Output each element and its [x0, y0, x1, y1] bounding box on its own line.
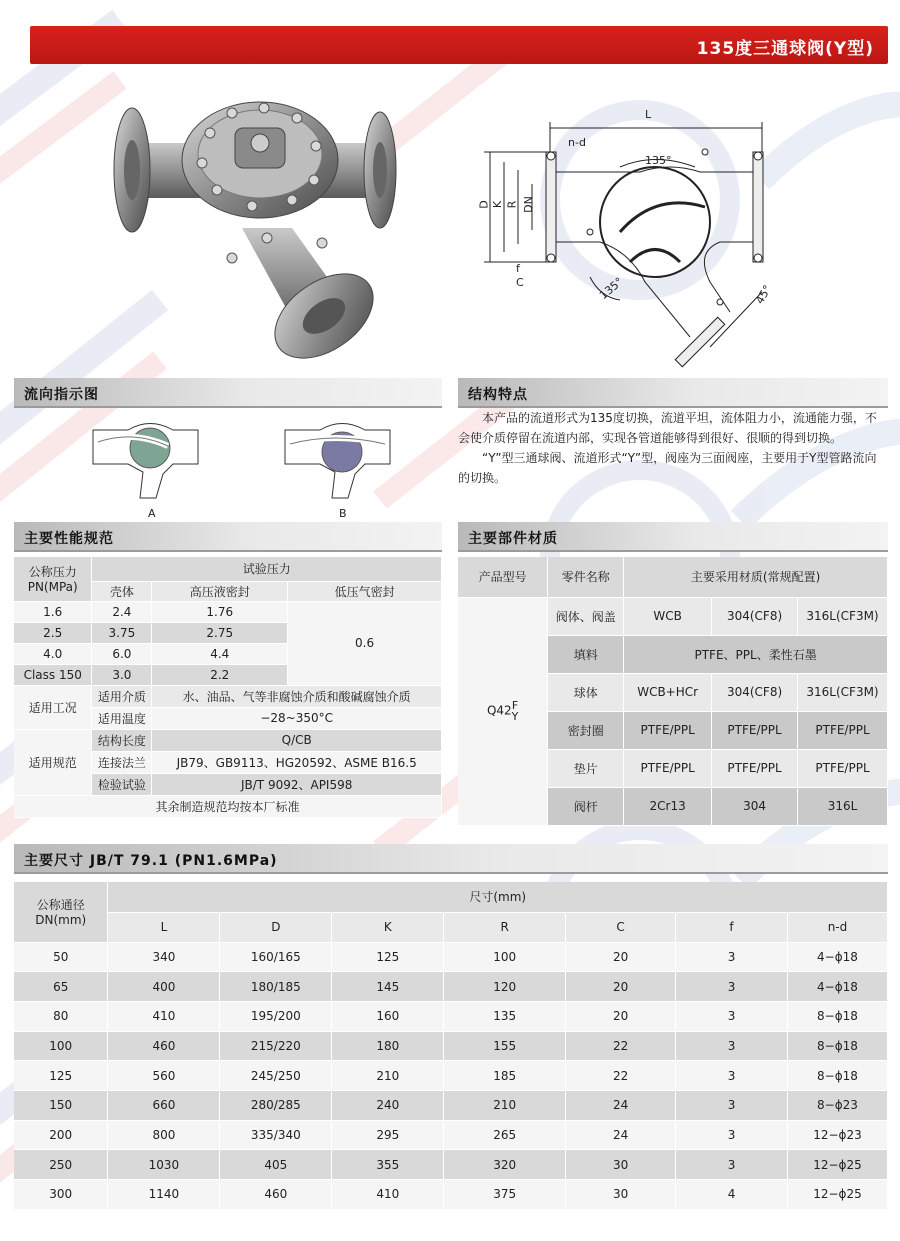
table-row [14, 1001, 888, 1031]
performance-table [14, 557, 442, 818]
dims-value-cell: 22 [566, 1031, 676, 1061]
flow-label-a: A [148, 507, 156, 520]
mat-value-cell: 316L(CF3M) [798, 673, 888, 711]
dims-value-cell: 100 [444, 942, 566, 972]
perf-lp-header: 低压气密封 [288, 581, 442, 601]
dimensions-table [14, 882, 888, 1210]
dims-dn-cell: 250 [14, 1150, 108, 1180]
dims-dn-cell: 80 [14, 1001, 108, 1031]
dims-value-cell: 460 [108, 1031, 220, 1061]
table-row [14, 942, 888, 972]
dims-dn-cell: 200 [14, 1120, 108, 1150]
dims-value-cell: 3 [676, 1120, 788, 1150]
dims-value-cell: 335/340 [220, 1120, 332, 1150]
mat-part-cell: 阀体、阀盖 [548, 597, 624, 635]
mat-part-header: 零件名称 [548, 557, 624, 597]
dims-value-cell: 3 [676, 972, 788, 1002]
dims-value-cell: 20 [566, 1001, 676, 1031]
perf-note: 其余制造规范均按本厂标准 [14, 795, 442, 817]
dims-value-cell: 135 [444, 1001, 566, 1031]
perf-condition-label: 适用工况 [14, 685, 92, 729]
mat-part-cell: 填料 [548, 635, 624, 673]
label-C: C [516, 276, 524, 289]
mat-part-cell: 阀杆 [548, 787, 624, 825]
materials-table [458, 557, 888, 826]
dims-value-cell: 215/220 [220, 1031, 332, 1061]
dims-value-cell: 30 [566, 1180, 676, 1210]
label-DN: DN [521, 196, 535, 213]
mat-value-cell: 304(CF8) [712, 597, 798, 635]
features-paragraph-2: “Y”型三通球阀、流道形式“Y”型，阀座为三面阀座，主要用于Y型管路流向的切换。 [458, 451, 877, 485]
label-D: D [477, 200, 491, 209]
dims-value-cell: 12−ϕ25 [787, 1150, 887, 1180]
perf-test-header: 试验压力 [92, 557, 442, 581]
dims-value-cell: 340 [108, 942, 220, 972]
dims-value-cell: 12−ϕ25 [787, 1180, 887, 1210]
dims-value-cell: 210 [444, 1090, 566, 1120]
dims-value-cell: 30 [566, 1150, 676, 1180]
label-f: f [516, 262, 520, 275]
dims-value-cell: 560 [108, 1061, 220, 1091]
dims-value-cell: 22 [566, 1061, 676, 1091]
features-text [458, 408, 888, 488]
dims-value-cell: 145 [332, 972, 444, 1002]
perf-hp-cell: 4.4 [152, 643, 288, 664]
flow-diagram-b [280, 412, 395, 504]
dims-value-cell: 280/285 [220, 1090, 332, 1120]
dims-value-cell: 265 [444, 1120, 566, 1150]
dims-value-cell: 8−ϕ18 [787, 1061, 887, 1091]
page-title: 135度三通球阀(Y型) [696, 39, 874, 59]
dims-col-header: R [444, 912, 566, 942]
dims-value-cell: 8−ϕ18 [787, 1031, 887, 1061]
mat-value-cell: WCB+HCr [624, 673, 712, 711]
dims-value-cell: 3 [676, 1150, 788, 1180]
dims-value-cell: 3 [676, 1001, 788, 1031]
table-row [14, 972, 888, 1002]
mat-value-cell: 304(CF8) [712, 673, 798, 711]
dims-value-cell: 240 [332, 1090, 444, 1120]
perf-hp-cell: 2.2 [152, 664, 288, 685]
dims-value-cell: 295 [332, 1120, 444, 1150]
perf-flange-label: 连接法兰 [92, 751, 152, 773]
dims-value-cell: 4 [676, 1180, 788, 1210]
label-R: R [505, 200, 519, 209]
dims-value-cell: 1140 [108, 1180, 220, 1210]
perf-pn-cell: 4.0 [14, 643, 92, 664]
dims-dn-cell: 125 [14, 1061, 108, 1091]
dims-value-cell: 12−ϕ23 [787, 1120, 887, 1150]
perf-shell-header: 壳体 [92, 581, 152, 601]
dims-value-cell: 4−ϕ18 [787, 942, 887, 972]
perf-hp-cell: 2.75 [152, 622, 288, 643]
mat-value-cell: PTFE、PPL、柔性石墨 [624, 635, 888, 673]
label-angle-135-top: 135° [645, 154, 672, 167]
mat-part-cell: 垫片 [548, 749, 624, 787]
label-K: K [491, 200, 505, 209]
flow-label-b: B [339, 507, 347, 520]
mat-value-cell: 316L(CF3M) [798, 597, 888, 635]
perf-medium-label: 适用介质 [92, 685, 152, 707]
section-flow-title: 流向指示图 [24, 387, 99, 403]
dims-dn-cell: 65 [14, 972, 108, 1002]
dims-dn-cell: 50 [14, 942, 108, 972]
dims-dn-cell: 150 [14, 1090, 108, 1120]
dims-value-cell: 180/185 [220, 972, 332, 1002]
dims-dn-cell: 300 [14, 1180, 108, 1210]
section-features-header [458, 378, 888, 408]
dims-col-header: n-d [787, 912, 887, 942]
dims-value-cell: 4−ϕ18 [787, 972, 887, 1002]
flow-diagram-a [88, 412, 203, 504]
dims-value-cell: 24 [566, 1120, 676, 1150]
dims-value-cell: 160 [332, 1001, 444, 1031]
section-flow-header [14, 378, 442, 408]
table-row [14, 1150, 888, 1180]
perf-hp-cell: 1.76 [152, 601, 288, 622]
table-row [14, 1120, 888, 1150]
dims-value-cell: 3 [676, 1061, 788, 1091]
dims-value-cell: 410 [108, 1001, 220, 1031]
mat-material-header: 主要采用材质(常规配置) [624, 557, 888, 597]
dims-value-cell: 155 [444, 1031, 566, 1061]
mat-value-cell: WCB [624, 597, 712, 635]
perf-shell-cell: 6.0 [92, 643, 152, 664]
perf-medium-value: 水、油品、气等非腐蚀介质和酸碱腐蚀介质 [152, 685, 442, 707]
dims-value-cell: 3 [676, 1090, 788, 1120]
dims-value-cell: 660 [108, 1090, 220, 1120]
section-features-title: 结构特点 [468, 387, 528, 403]
dims-value-cell: 8−ϕ18 [787, 1001, 887, 1031]
perf-test-value: JB/T 9092、API598 [152, 773, 442, 795]
table-row [14, 1180, 888, 1210]
mat-part-cell: 密封圈 [548, 711, 624, 749]
dims-value-cell: 320 [444, 1150, 566, 1180]
dims-value-cell: 20 [566, 942, 676, 972]
mat-value-cell: PTFE/PPL [624, 711, 712, 749]
dims-value-cell: 125 [332, 942, 444, 972]
label-angle-45: 45° [753, 282, 775, 307]
table-row [14, 1061, 888, 1091]
section-materials-title: 主要部件材质 [468, 531, 558, 547]
mat-part-cell: 球体 [548, 673, 624, 711]
perf-temp-label: 适用温度 [92, 707, 152, 729]
perf-temp-value: −28~350°C [152, 707, 442, 729]
product-photo [92, 88, 402, 363]
dims-col-header: L [108, 912, 220, 942]
section-performance-header [14, 522, 442, 552]
table-row [14, 1031, 888, 1061]
dims-value-cell: 185 [444, 1061, 566, 1091]
mat-value-cell: PTFE/PPL [624, 749, 712, 787]
mat-value-cell: PTFE/PPL [798, 749, 888, 787]
label-angle-135-left: 135° [596, 275, 626, 302]
dims-value-cell: 460 [220, 1180, 332, 1210]
dims-value-cell: 800 [108, 1120, 220, 1150]
dims-value-cell: 195/200 [220, 1001, 332, 1031]
dims-value-cell: 405 [220, 1150, 332, 1180]
title-bar [30, 26, 888, 64]
dims-value-cell: 120 [444, 972, 566, 1002]
dims-value-cell: 160/165 [220, 942, 332, 972]
dims-col-header: K [332, 912, 444, 942]
mat-model-header: 产品型号 [458, 557, 548, 597]
dims-value-cell: 400 [108, 972, 220, 1002]
dims-value-cell: 355 [332, 1150, 444, 1180]
dims-value-cell: 375 [444, 1180, 566, 1210]
perf-shell-cell: 3.75 [92, 622, 152, 643]
perf-test-label: 检验试验 [92, 773, 152, 795]
dims-value-cell: 210 [332, 1061, 444, 1091]
mat-model-cell: Q42 F Y [458, 597, 548, 825]
dims-value-cell: 245/250 [220, 1061, 332, 1091]
dims-value-cell: 20 [566, 972, 676, 1002]
dims-dn-header: 公称通径 DN(mm) [14, 882, 108, 942]
table-row [14, 1090, 888, 1120]
dims-value-cell: 8−ϕ23 [787, 1090, 887, 1120]
mat-value-cell: PTFE/PPL [798, 711, 888, 749]
section-materials-header [458, 522, 888, 552]
section-performance-title: 主要性能规范 [24, 531, 114, 547]
perf-flange-value: JB79、GB9113、HG20592、ASME B16.5 [152, 751, 442, 773]
perf-pn-cell: 1.6 [14, 601, 92, 622]
dims-value-cell: 24 [566, 1090, 676, 1120]
dims-size-header: 尺寸(mm) [108, 882, 888, 912]
dims-value-cell: 3 [676, 1031, 788, 1061]
dims-value-cell: 3 [676, 942, 788, 972]
perf-hp-header: 高压液密封 [152, 581, 288, 601]
perf-length-value: Q/CB [152, 729, 442, 751]
dims-value-cell: 410 [332, 1180, 444, 1210]
dims-body [14, 942, 888, 1209]
perf-standard-label: 适用规范 [14, 729, 92, 795]
dims-value-cell: 1030 [108, 1150, 220, 1180]
mat-value-cell: 316L [798, 787, 888, 825]
perf-shell-cell: 2.4 [92, 601, 152, 622]
mat-value-cell: 304 [712, 787, 798, 825]
perf-lp-cell: 0.6 [288, 601, 442, 685]
label-L: L [645, 108, 652, 121]
perf-length-label: 结构长度 [92, 729, 152, 751]
perf-pn-header: 公称压力 PN(MPa) [14, 557, 92, 601]
mat-value-cell: PTFE/PPL [712, 711, 798, 749]
dims-dn-cell: 100 [14, 1031, 108, 1061]
section-dimensions-title: 主要尺寸 JB/T 79.1 (PN1.6MPa) [24, 853, 278, 869]
perf-shell-cell: 3.0 [92, 664, 152, 685]
section-dimensions-header [14, 844, 888, 874]
dims-col-header: C [566, 912, 676, 942]
perf-pn-cell: Class 150 [14, 664, 92, 685]
dims-value-cell: 180 [332, 1031, 444, 1061]
mat-value-cell: 2Cr13 [624, 787, 712, 825]
dims-col-header: f [676, 912, 788, 942]
dims-col-header: D [220, 912, 332, 942]
label-nd: n-d [568, 136, 586, 149]
features-paragraph-1: 本产品的流道形式为135度切换，流道平坦，流体阻力小，流通能力强，不会使介质停留在流道内部，实现各管道能够得到很好、很顺的得到切换。 [458, 411, 877, 445]
mat-value-cell: PTFE/PPL [712, 749, 798, 787]
perf-pn-cell: 2.5 [14, 622, 92, 643]
technical-drawing [470, 108, 775, 374]
